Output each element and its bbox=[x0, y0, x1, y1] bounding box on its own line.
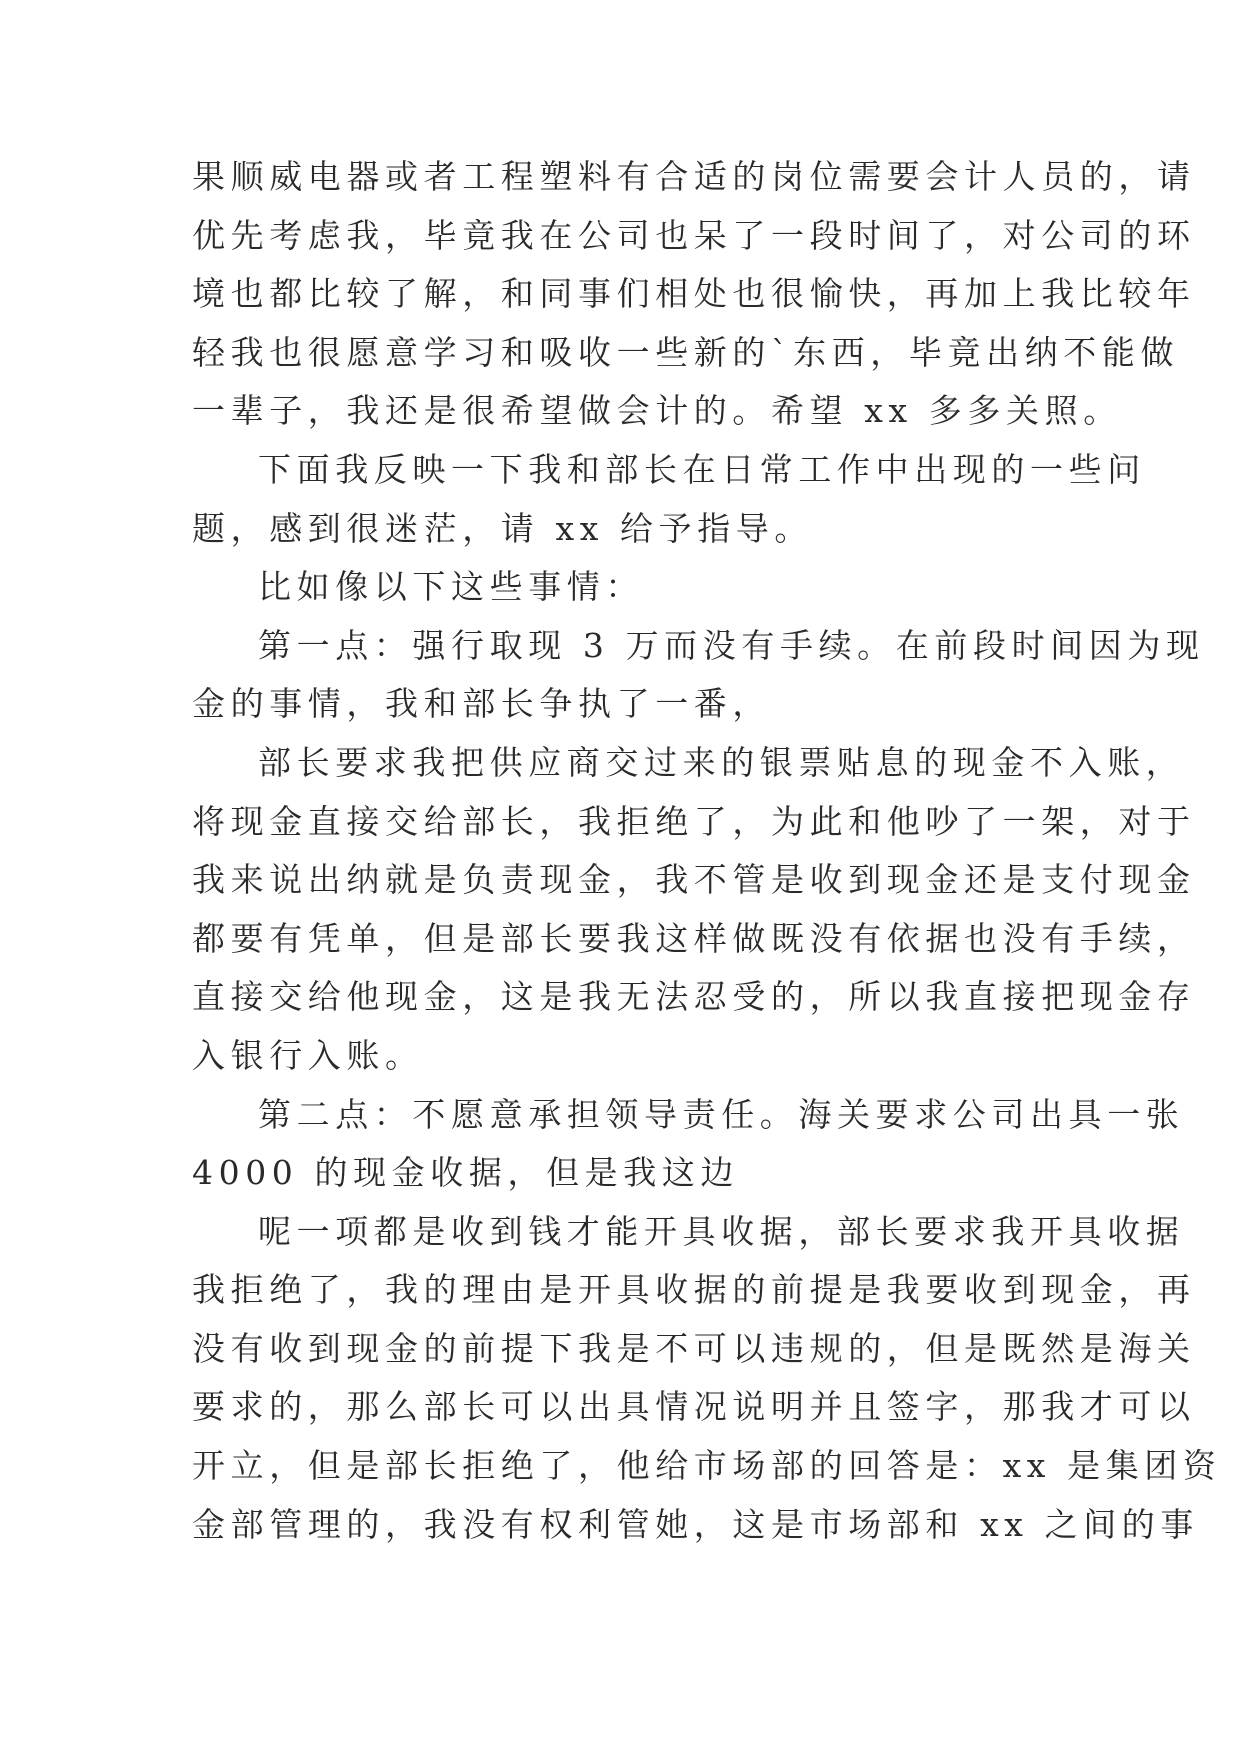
text-line: 境也都比较了解，和同事们相处也很愉快，再加上我比较年 bbox=[192, 274, 1196, 314]
text-line: 金的事情，我和部长争执了一番， bbox=[192, 684, 771, 724]
text-line: 一辈子，我还是很希望做会计的。希望 xx 多多关照。 bbox=[192, 391, 1122, 431]
paragraph-start-line: 下面我反映一下我和部长在日常工作中出现的一些问 bbox=[258, 449, 1146, 489]
paragraph-start-line: 部长要求我把供应商交过来的银票贴息的现金不入账， bbox=[258, 742, 1185, 782]
text-line: 我拒绝了，我的理由是开具收据的前提是我要收到现金，再 bbox=[192, 1270, 1196, 1310]
text-line: 金部管理的，我没有权利管她，这是市场部和 xx 之间的事 bbox=[192, 1504, 1200, 1544]
text-line: 直接交给他现金，这是我无法忍受的，所以我直接把现金存 bbox=[192, 977, 1196, 1017]
paragraph-start-line: 第二点：不愿意承担领导责任。海关要求公司出具一张 bbox=[258, 1094, 1185, 1134]
text-line: 4000 的现金收据，但是我这边 bbox=[192, 1153, 740, 1193]
text-line: 入银行入账。 bbox=[192, 1035, 424, 1075]
text-line: 优先考虑我，毕竟我在公司也呆了一段时间了，对公司的环 bbox=[192, 215, 1196, 255]
paragraph-start-line: 比如像以下这些事情： bbox=[258, 567, 644, 607]
text-line: 没有收到现金的前提下我是不可以违规的，但是既然是海关 bbox=[192, 1328, 1196, 1368]
text-line: 我来说出纳就是负责现金，我不管是收到现金还是支付现金 bbox=[192, 860, 1196, 900]
text-line: 将现金直接交给部长，我拒绝了，为此和他吵了一架，对于 bbox=[192, 801, 1196, 841]
text-line: 轻我也很愿意学习和吸收一些新的`东西，毕竟出纳不能做 bbox=[192, 332, 1180, 372]
paragraph-start-line: 呢一项都是收到钱才能开具收据，部长要求我开具收据 bbox=[258, 1211, 1185, 1251]
text-line: 题，感到很迷茫，请 xx 给予指导。 bbox=[192, 508, 814, 548]
text-line: 要求的，那么部长可以出具情况说明并且签字，那我才可以 bbox=[192, 1387, 1196, 1427]
text-line: 果顺威电器或者工程塑料有合适的岗位需要会计人员的，请 bbox=[192, 157, 1196, 196]
body-text bbox=[192, 148, 1222, 1554]
paragraph-start-line: 第一点：强行取现 3 万而没有手续。在前段时间因为现 bbox=[258, 625, 1205, 665]
text-line: 开立，但是部长拒绝了，他给市场部的回答是：xx 是集团资 bbox=[192, 1446, 1222, 1486]
text-line: 都要有凭单，但是部长要我这样做既没有依据也没有手续， bbox=[192, 918, 1196, 958]
